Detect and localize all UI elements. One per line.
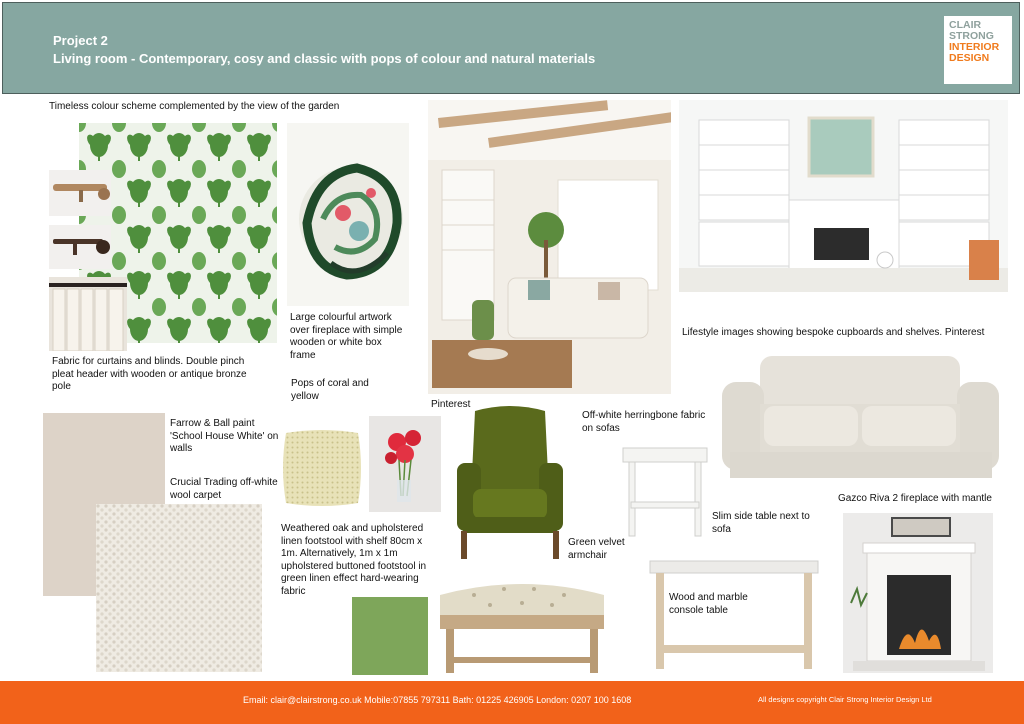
green-velvet-armchair-image [453, 405, 567, 561]
caption-pops-of-colour: Pops of coral and yellow [291, 378, 369, 402]
company-logo [944, 16, 1012, 84]
logo-line-4: DESIGN [949, 52, 990, 64]
caption-carpet: Crucial Trading off-white wool carpet [170, 477, 278, 501]
footer-bar [0, 681, 1024, 724]
caption-lifestyle: Lifestyle images showing bespoke cupboards and shelves. Pinterest [682, 327, 985, 338]
logo-line-3: INTERIOR [949, 41, 1000, 53]
pinch-pleat-curtain-image [49, 277, 127, 351]
bespoke-shelves-photo [679, 100, 1008, 292]
bronze-pole-image [49, 225, 111, 269]
caption-paint: Farrow & Ball paint 'School House White' on walls [170, 418, 279, 454]
caption-fireplace: Gazco Riva 2 fireplace with mantle [838, 493, 992, 504]
project-title: Project 2 [53, 33, 108, 48]
living-room-photo [428, 100, 671, 394]
footer-copyright: All designs copyright Clair Strong Interior Design Ltd [758, 695, 932, 704]
logo-line-2: STRONG [949, 30, 994, 42]
buttoned-footstool-image [434, 573, 610, 677]
caption-colour-scheme: Timeless colour scheme complemented by the view of the garden [49, 101, 340, 112]
board-subtitle: Living room - Contemporary, cosy and classic with pops of colour and natural materials [53, 51, 596, 66]
off-white-sofa-image [720, 352, 1001, 484]
caption-herringbone: Off-white herringbone fabric on sofas [582, 410, 706, 434]
caption-side-table: Slim side table next to sofa [712, 511, 810, 535]
gazco-fireplace-image [843, 513, 993, 673]
wooden-pole-image [49, 170, 111, 216]
cushion-image [280, 425, 364, 511]
header-banner [2, 2, 1020, 94]
caption-pinterest: Pinterest [431, 399, 471, 410]
slim-side-table-image [621, 446, 709, 538]
green-linen-swatch [352, 597, 428, 675]
coral-flowers-image [369, 416, 441, 512]
caption-console: Wood and marble console table [669, 592, 748, 616]
caption-artwork: Large colourful artwork over fireplace with simple wooden or white box frame [290, 312, 403, 361]
footer-contact-details: Email: clair@clairstrong.co.uk Mobile:07855 797311 Bath: 01225 426905 London: 0207 100 1608 [243, 695, 632, 705]
caption-armchair: Green velvet armchair [568, 537, 625, 561]
colourful-artwork-image [287, 123, 409, 306]
logo-line-1: CLAIR [949, 19, 982, 31]
caption-footstool: Weathered oak and upholstered linen footstool with shelf 80cm x 1m. Alternatively, 1m x 1m upholstered buttoned footstool in green linen effect hard-wearing fabric [281, 523, 427, 597]
caption-fabric: Fabric for curtains and blinds. Double pinch pleat header with wooden or antique bronze pole [52, 356, 247, 392]
wool-carpet-swatch [96, 504, 262, 672]
